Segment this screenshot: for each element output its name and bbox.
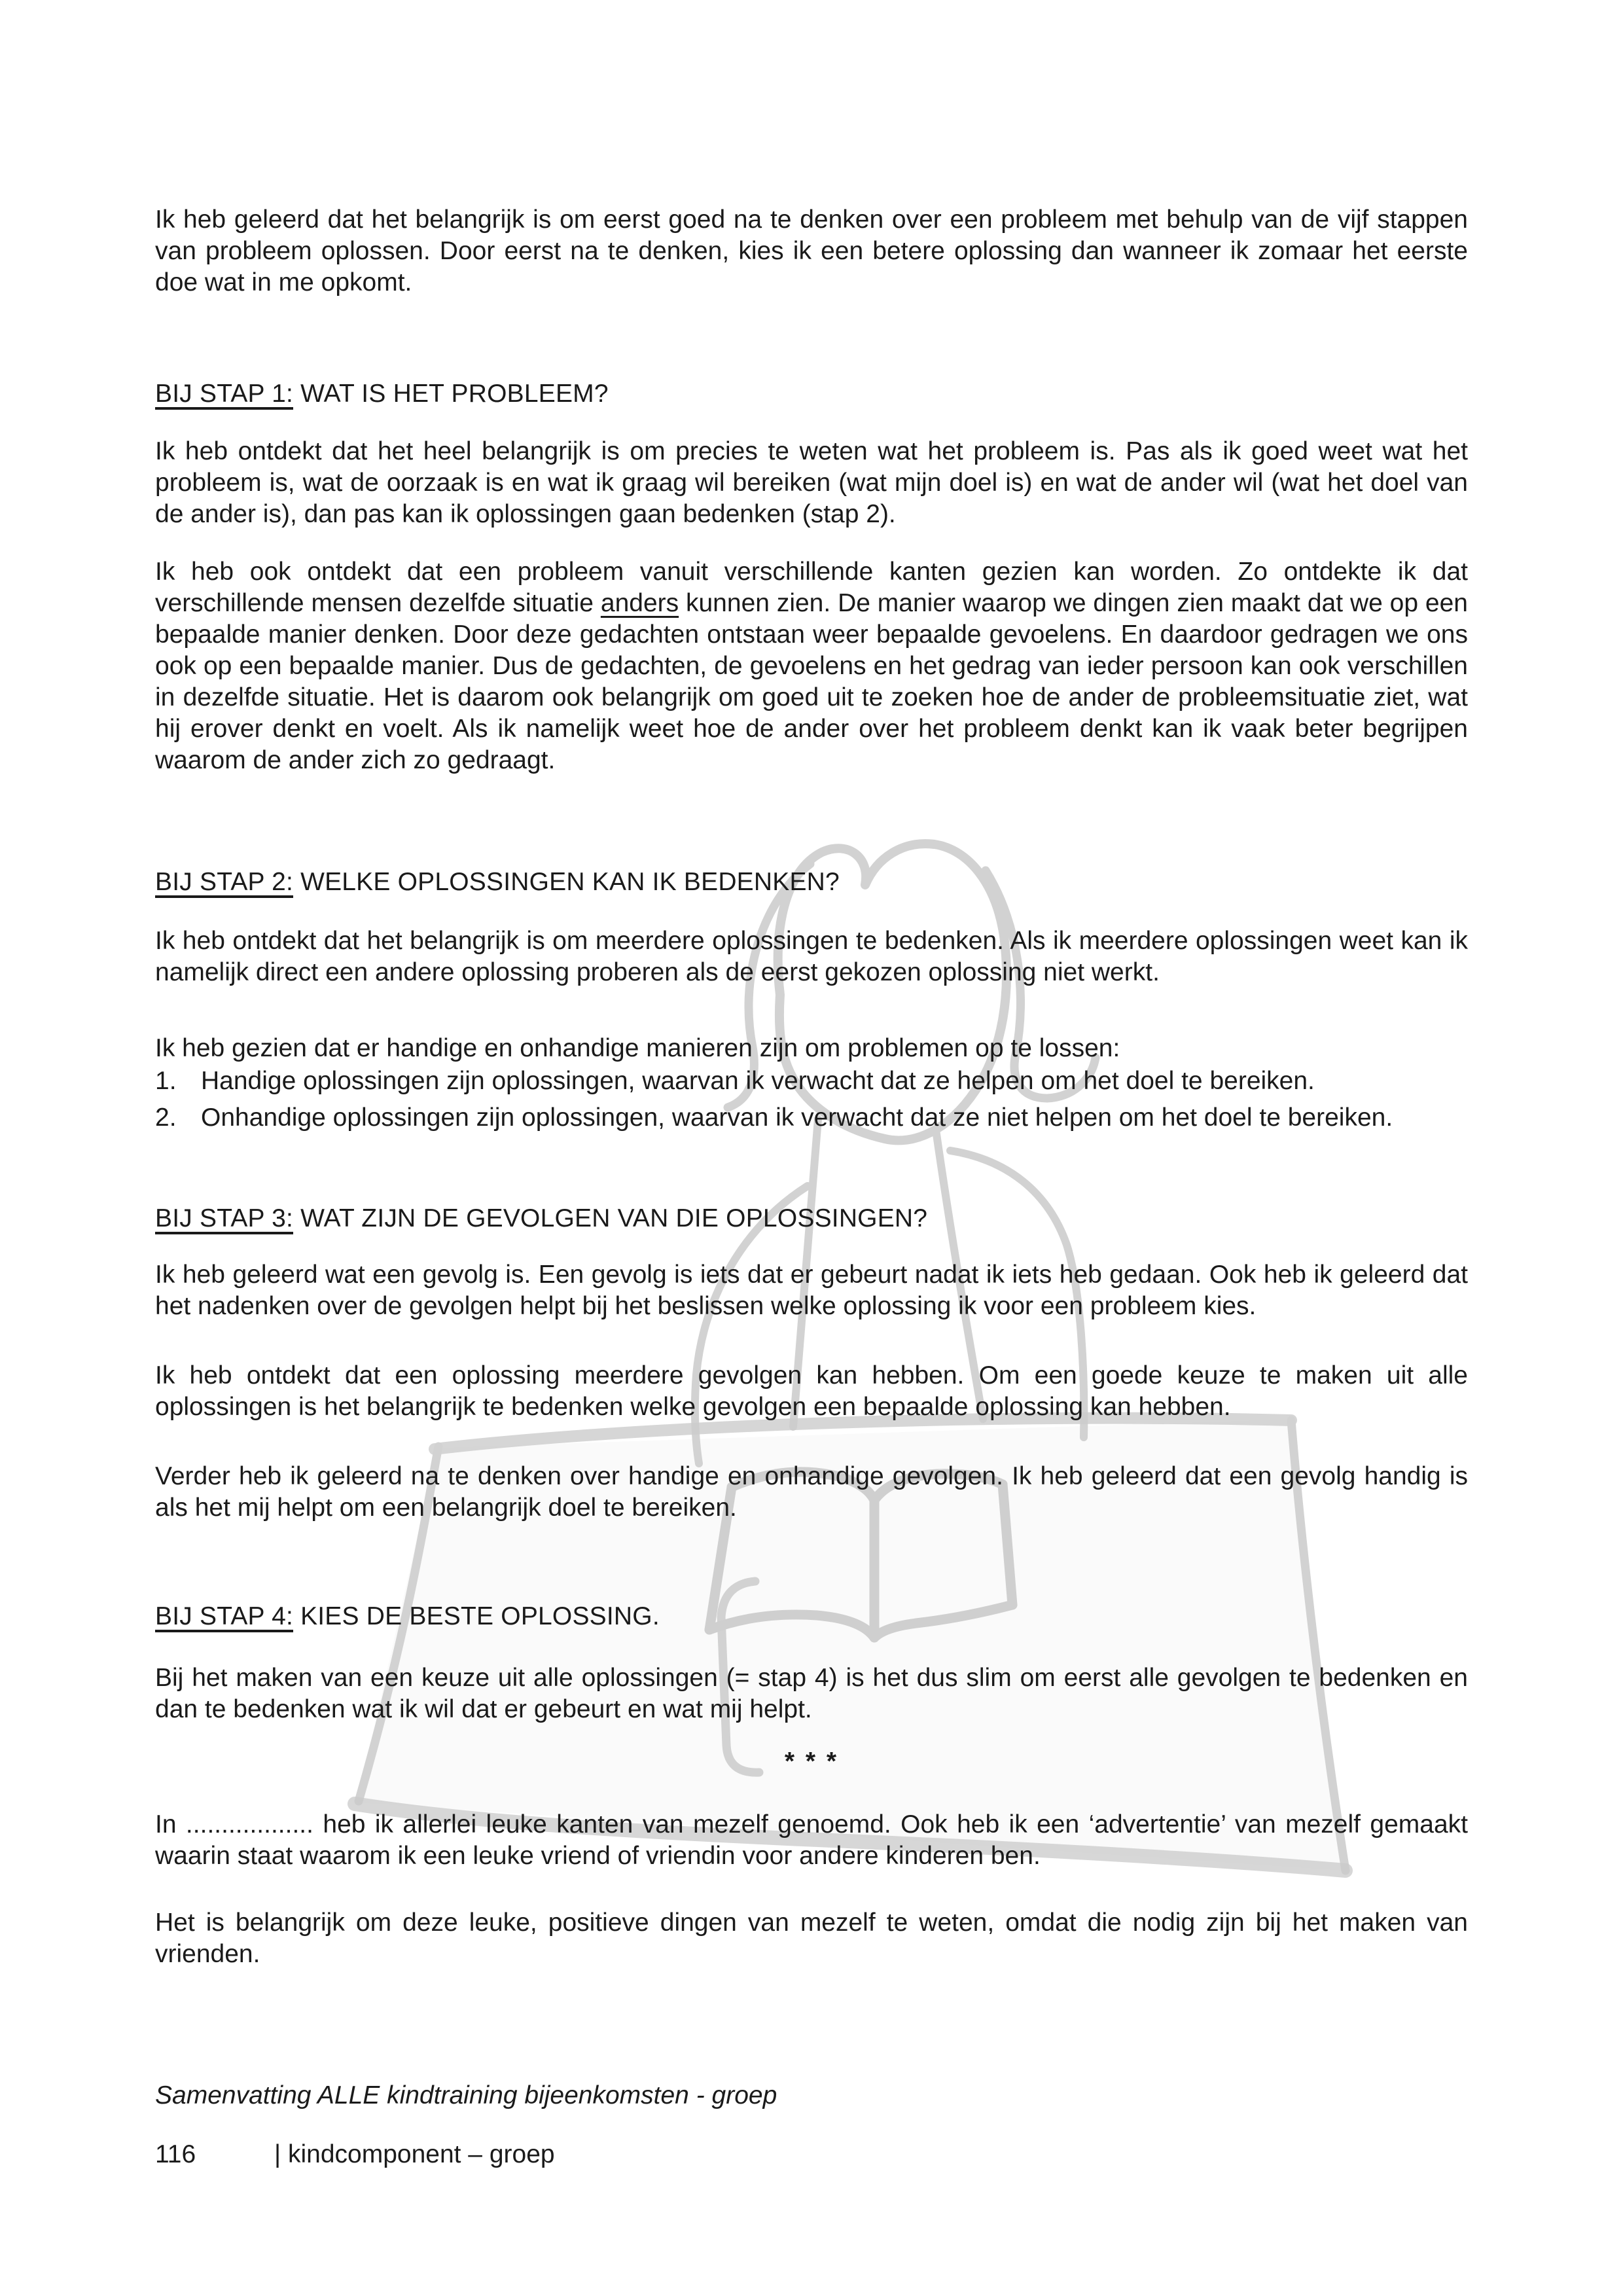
footer-summary-line: Samenvatting ALLE kindtraining bijeenkomsten - groep — [155, 2081, 777, 2109]
numbered-list — [155, 1066, 1468, 1134]
list-item-2 — [155, 1102, 1468, 1134]
footer-chapter-label: | kindcomponent – groep — [274, 2140, 555, 2168]
step1-heading — [155, 378, 1468, 410]
step2-heading — [155, 867, 1468, 898]
closing-paragraph-2: Het is belangrijk om deze leuke, positieve dingen van mezelf te weten, omdat die nodig zijn bij het maken van vrienden. — [155, 1909, 1468, 1968]
footer-page-line — [155, 2139, 1468, 2170]
footer-page-number: 116 — [155, 2140, 196, 2168]
step4-heading — [155, 1601, 1468, 1632]
list-item-1-marker: 1. — [155, 1067, 177, 1095]
step1-heading-title: WAT IS HET PROBLEEM? — [300, 380, 609, 408]
intro-paragraph: Ik heb geleerd dat het belangrijk is om eerst goed na te denken over een probleem met behulp van de vijf stappen van probleem oplossen. Door eerst na te denken, kies ik een betere oplossing dan wanneer ik zomaar het eerste doe wat in me opkomt. — [155, 206, 1468, 296]
step3-paragraph-2: Ik heb ontdekt dat een oplossing meerdere gevolgen kan hebben. Om een goede keuze te maken uit alle oplossingen is het belangrijk te bedenken welke gevolgen een bepaalde oplossing kan hebben. — [155, 1361, 1468, 1421]
closing-paragraph-1: In .................. heb ik allerlei leuke kanten van mezelf genoemd. Ook heb ik een ‘advertentie’ van mezelf gemaakt waarin staat waarom ik een leuke vriend of vriendin voor andere kinderen ben. — [155, 1810, 1468, 1870]
step1-paragraph-2 — [155, 556, 1468, 776]
step2-paragraph-1: Ik heb ontdekt dat het belangrijk is om meerdere oplossingen te bedenken. Als ik meerdere oplossingen weet kan ik namelijk direct een andere oplossing proberen als de eerst gekozen oplossing niet werkt. — [155, 927, 1468, 986]
step2-list-intro: Ik heb gezien dat er handige en onhandige manieren zijn om problemen op te lossen: — [155, 1034, 1120, 1062]
step3-heading-label: BIJ STAP 3: — [155, 1204, 294, 1232]
step4-paragraph-1: Bij het maken van een keuze uit alle oplossingen (= stap 4) is het dus slim om eerst alle gevolgen te bedenken en dan te bedenken wat ik wil dat er gebeurt en wat mij helpt. — [155, 1664, 1468, 1723]
step2-heading-title: WELKE OPLOSSINGEN KAN IK BEDENKEN? — [300, 868, 840, 896]
step1-paragraph-2-after: kunnen zien. De manier waarop we dingen zien maakt dat we op een bepaalde manier denken. Door deze gedachten ontstaan weer bepaalde gevoelens. En daardoor gedragen we ons ook op een bepaalde manier. Dus de gedachten, de gevoelens en het gedrag van ieder persoon kan ook verschillen in dezelfde situatie. Het is daarom ook belangrijk om goed uit te zoeken hoe de ander de probleemsituatie ziet, wat hij erover denkt en voelt. Als ik namelijk weet hoe de ander over het probleem denkt kan ik vaak beter begrijpen waarom de ander zich zo gedraagt. — [155, 589, 1468, 774]
step4-heading-title: KIES DE BESTE OPLOSSING. — [300, 1602, 660, 1630]
step3-heading-title: WAT ZIJN DE GEVOLGEN VAN DIE OPLOSSINGEN? — [300, 1204, 928, 1232]
list-item-2-text: Onhandige oplossingen zijn oplossingen, waarvan ik verwacht dat ze niet helpen om het doel te bereiken. — [201, 1103, 1393, 1132]
step4-heading-label: BIJ STAP 4: — [155, 1602, 294, 1630]
step2-heading-label: BIJ STAP 2: — [155, 868, 294, 896]
list-item-1-text: Handige oplossingen zijn oplossingen, waarvan ik verwacht dat ze helpen om het doel te bereiken. — [201, 1067, 1315, 1095]
underlined-word-anders: anders — [600, 589, 679, 617]
section-separator: * * * — [784, 1748, 839, 1776]
step3-paragraph-3: Verder heb ik geleerd na te denken over handige en onhandige gevolgen. Ik heb geleerd dat een gevolg handig is als het mij helpt om een belangrijk doel te bereiken. — [155, 1462, 1468, 1522]
step1-heading-label: BIJ STAP 1: — [155, 380, 294, 408]
list-item-1 — [155, 1066, 1468, 1097]
step1-paragraph-1: Ik heb ontdekt dat het heel belangrijk is om precies te weten wat het probleem is. Pas als ik goed weet wat het probleem is, wat de oorzaak is en wat ik graag wil bereiken (wat mijn doel is) en wat de ander wil (wat het doel van de ander is), dan pas kan ik oplossingen gaan bedenken (stap 2). — [155, 437, 1468, 528]
step3-heading — [155, 1203, 1468, 1234]
step3-paragraph-1: Ik heb geleerd wat een gevolg is. Een gevolg is iets dat er gebeurt nadat ik iets heb gedaan. Ook heb ik geleerd dat het nadenken over de gevolgen helpt bij het beslissen welke oplossing ik voor een probleem kies. — [155, 1261, 1468, 1320]
list-item-2-marker: 2. — [155, 1103, 177, 1132]
step1-paragraph-2-before: Ik heb ook ontdekt dat een probleem vanuit verschillende kanten gezien kan worden. Zo ontdekte ik dat verschillende mensen dezelfde situatie — [155, 558, 1468, 617]
